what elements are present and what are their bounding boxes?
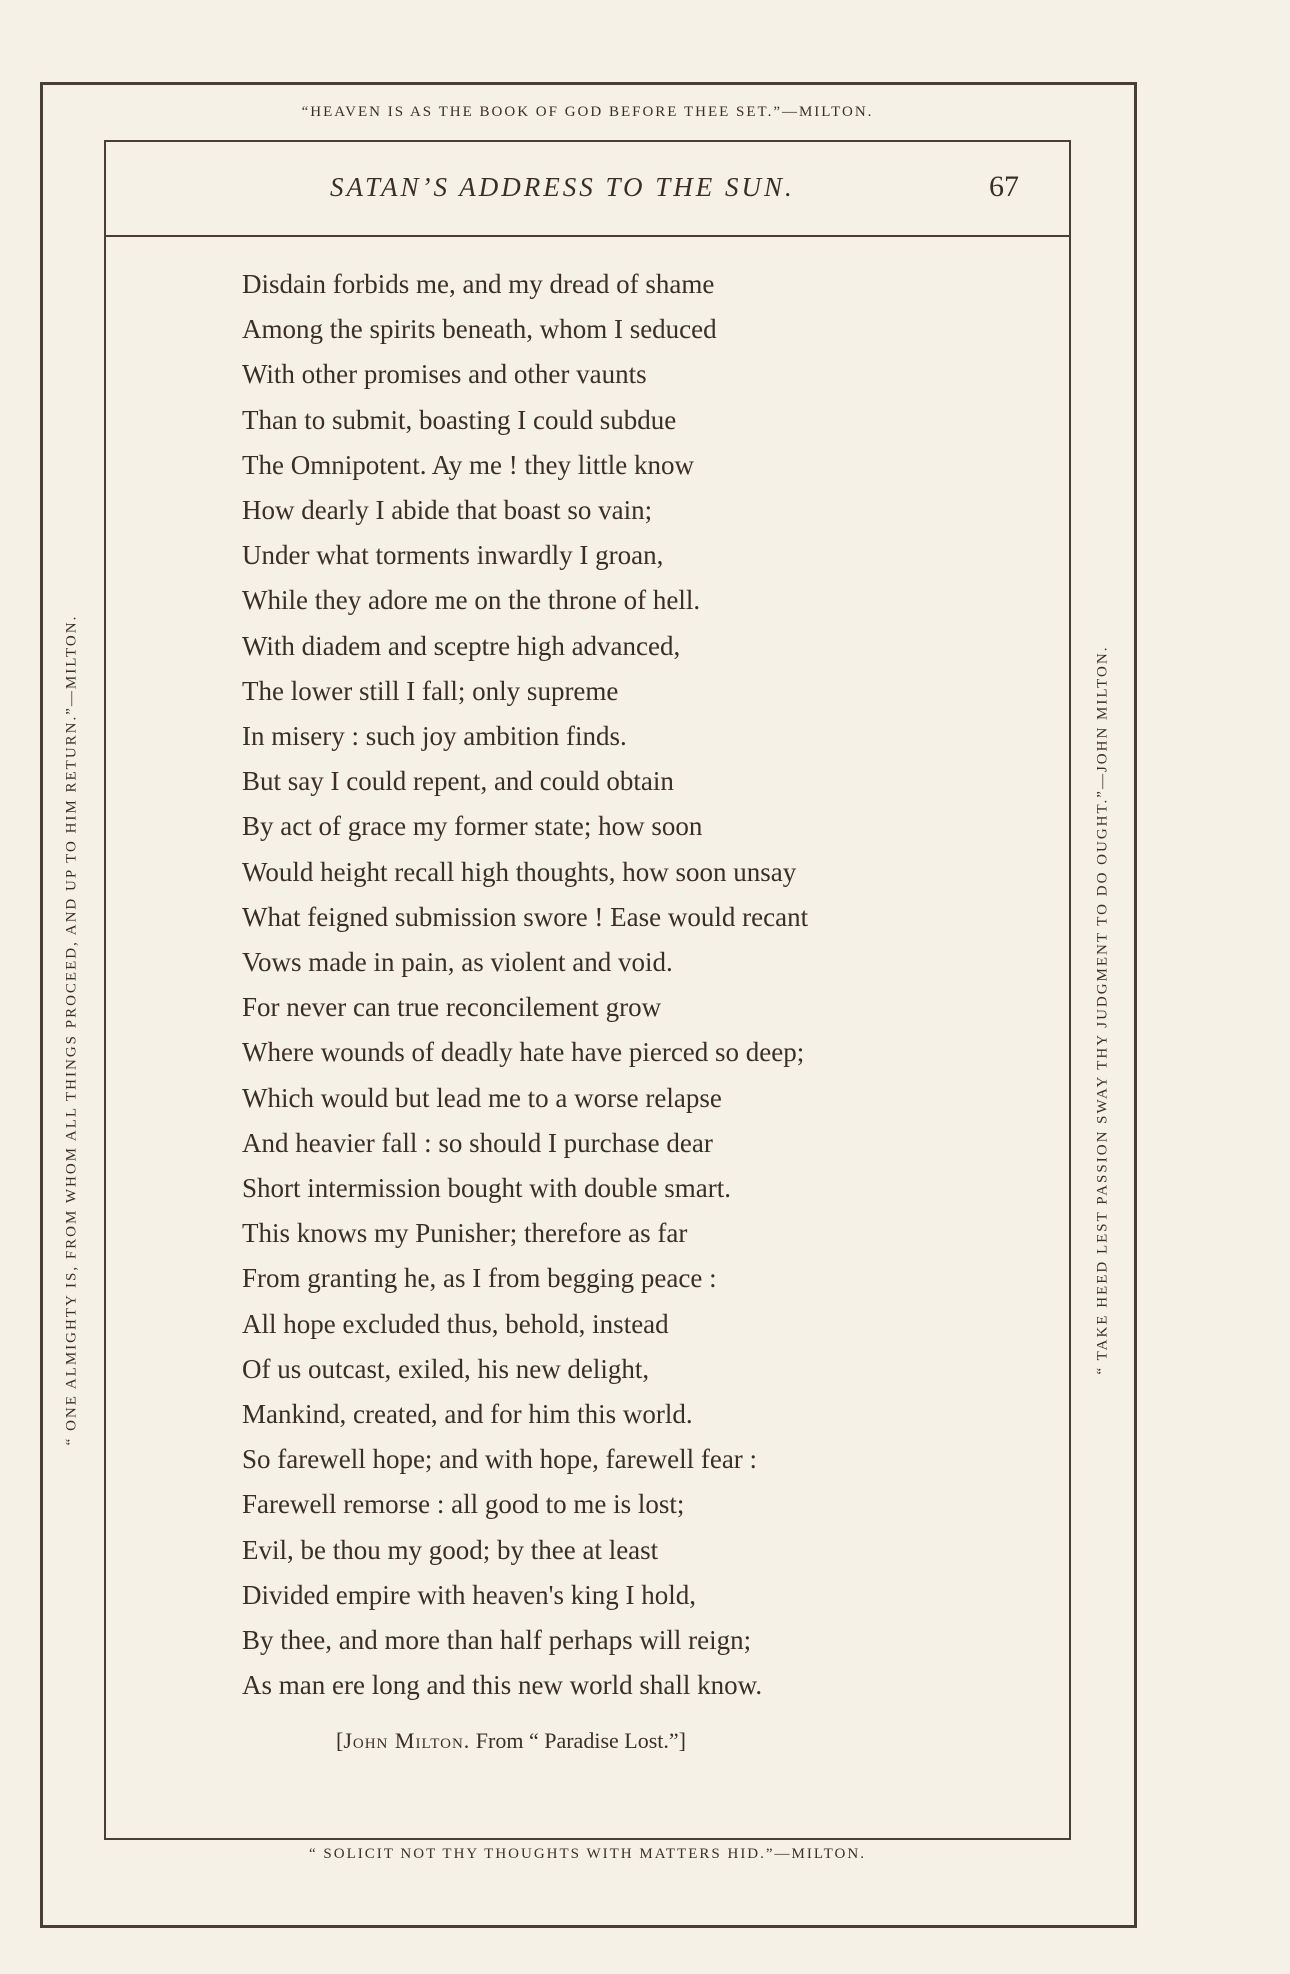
poem-line: Of us outcast, exiled, his new delight, [242, 1353, 650, 1384]
poem-line: The Omnipotent. Ay me ! they little know [242, 449, 694, 480]
poem-line: Under what torments inwardly I groan, [242, 540, 664, 571]
poem-line: In misery : such joy ambition finds. [242, 721, 627, 752]
attribution-author: John Milton. [343, 1728, 471, 1753]
poem-line: This knows my Punisher; therefore as far [242, 1218, 688, 1249]
poem-line: Where wounds of deadly hate have pierced so deep; [242, 1037, 805, 1068]
poem-line: Disdain forbids me, and my dread of shame [242, 269, 715, 299]
poem-line: Mankind, created, and for him this world. [242, 1399, 693, 1430]
poem-line: Which would but lead me to a worse relapse [242, 1082, 722, 1113]
attribution [336, 1728, 686, 1754]
poem-line: Farewell remorse : all good to me is lost; [242, 1489, 685, 1520]
right-motto: “ TAKE HEED LEST PASSION SWAY THY JUDGMENT TO DO OUGHT.”—JOHN MILTON. [1094, 645, 1111, 1375]
page-number: 67 [989, 170, 1019, 203]
top-motto: “HEAVEN IS AS THE BOOK OF GOD BEFORE THEE SET.”—MILTON. [301, 104, 874, 120]
running-head: SATAN’S ADDRESS TO THE SUN. [330, 172, 795, 202]
poem-line: Divided empire with heaven's king I hold, [242, 1579, 697, 1610]
poem-line: The lower still I fall; only supreme [242, 675, 619, 706]
poem-line: So farewell hope; and with hope, farewell fear : [242, 1444, 758, 1475]
poem-line: For never can true reconcilement grow [242, 992, 662, 1023]
header-rule [104, 235, 1071, 237]
poem-line: With other promises and other vaunts [242, 359, 647, 390]
poem-line: How dearly I abide that boast so vain; [242, 495, 653, 526]
poem-line: By thee, and more than half perhaps will reign; [242, 1625, 752, 1656]
poem-line: Than to submit, boasting I could subdue [242, 404, 677, 435]
poem-line: What feigned submission swore ! Ease would recant [242, 901, 809, 932]
poem-line: From granting he, as I from begging peace : [242, 1263, 717, 1294]
poem-line: As man ere long and this new world shall know. [242, 1670, 763, 1701]
poem-line: While they adore me on the throne of hell. [242, 585, 701, 616]
poem-line: With diadem and sceptre high advanced, [242, 630, 681, 661]
attribution-bracket: [ [336, 1728, 344, 1753]
poem-line: And heavier fall : so should I purchase dear [242, 1127, 713, 1158]
poem-line: By act of grace my former state; how soon [242, 811, 703, 842]
bottom-motto: “ SOLICIT NOT THY THOUGHTS WITH MATTERS HID.”—MILTON. [309, 1846, 866, 1862]
poem-line: Evil, be thou my good; by thee at least [242, 1534, 659, 1565]
poem-line: Vows made in pain, as violent and void. [242, 947, 673, 978]
poem-text [242, 262, 808, 1709]
left-motto: “ ONE ALMIGHTY IS, FROM WHOM ALL THINGS PROCEED, AND UP TO HIM RETURN.”—MILTON. [63, 614, 80, 1446]
poem-line: All hope excluded thus, behold, instead [242, 1308, 669, 1339]
poem-line: Short intermission bought with double smart. [242, 1173, 731, 1204]
poem-line: But say I could repent, and could obtain [242, 766, 674, 797]
poem-line: Would height recall high thoughts, how soon unsay [242, 856, 797, 887]
attribution-source: From “ Paradise Lost.”] [470, 1728, 686, 1753]
poem-line: Among the spirits beneath, whom I seduced [242, 314, 717, 345]
